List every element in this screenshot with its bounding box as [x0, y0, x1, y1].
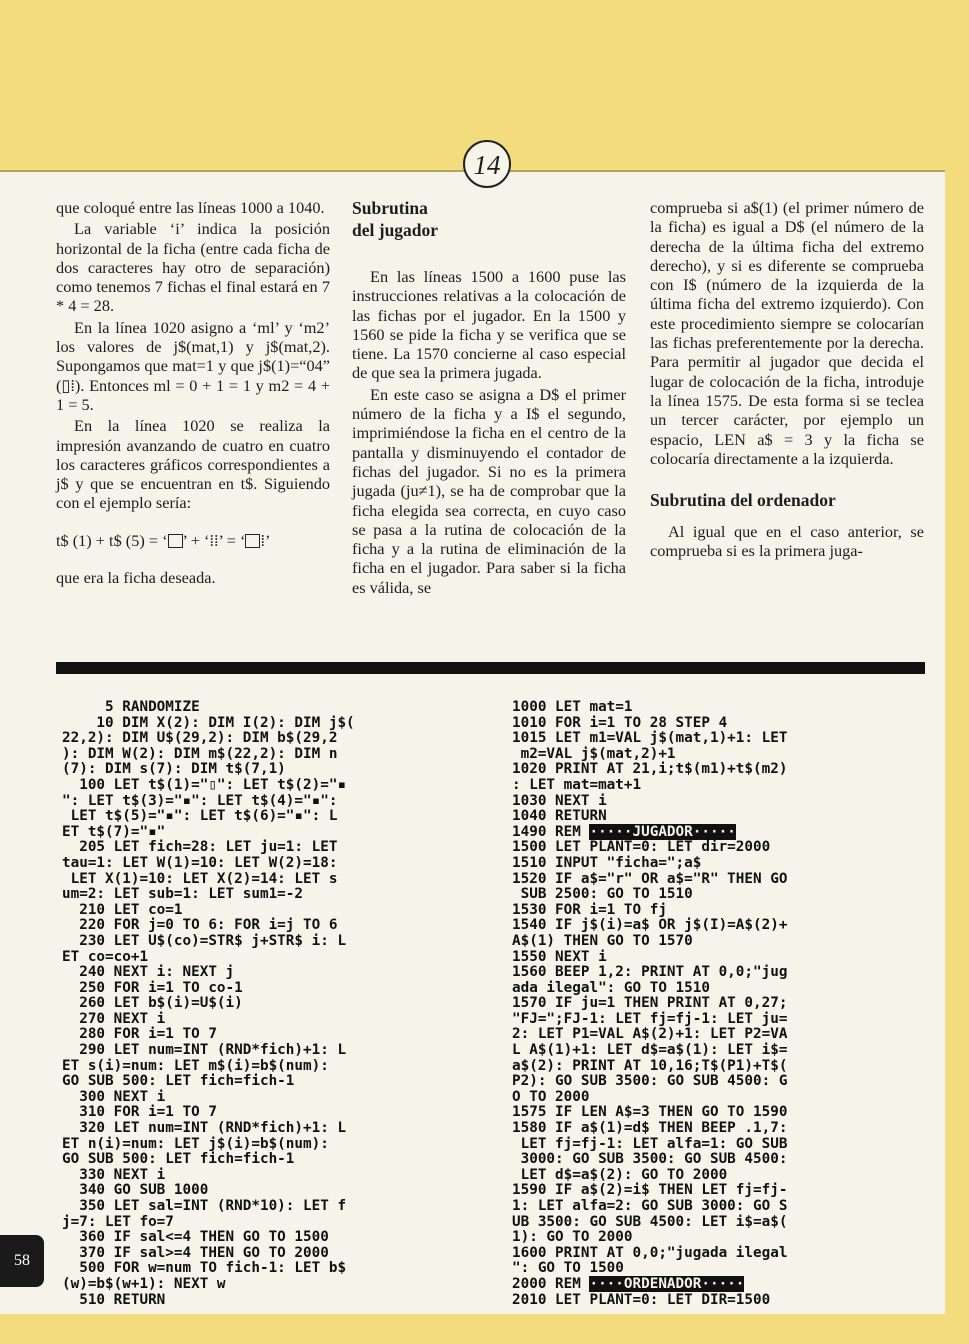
right-yellow-band	[945, 0, 969, 1344]
paragraph: En las líneas 1500 a 1600 puse las instrucciones relativas a la colocación de las fichas por el jugador. En la 1500 y 1560 se pide la ficha y se verifica que se tiene. La 1570 concierne al caso especial de que sea la primera jugada.	[352, 267, 626, 383]
paragraph: En la línea 1020 se realiza la impresión avanzando de cuatro en cuatro los caracteres gráficos correspondientes a j$ y que se encuentran en t$. Siguiendo con el ejemplo sería:	[56, 416, 330, 513]
text-column-1	[56, 198, 330, 589]
chapter-number-badge: 14	[463, 140, 511, 188]
rem-label-ordenador: ····ORDENADOR·····	[589, 1275, 745, 1292]
formula-part: ⁞’	[260, 530, 271, 550]
domino-blank-icon	[168, 534, 183, 548]
paragraph: que coloqué entre las líneas 1000 a 1040.	[56, 198, 325, 217]
paragraph: En este caso se asigna a D$ el primer número de la ficha y a I$ el segundo, imprimiéndose la ficha en el centro de la pantalla y disminuyendo el contador de fichas del jugador. Si no es la primera jugada (ju≠1), se ha de comprobar que la ficha elegida sea correcta, en cuyo caso se pasa a la rutina de colocación de la ficha y a la rutina de eliminación de la ficha en el jugador. Para saber si la ficha es válida, se	[352, 384, 626, 597]
paragraph: Al igual que en el caso anterior, se comprueba si es la primera juga-	[650, 522, 924, 561]
code-block: 2010 LET PLANT=0: LET DIR=1500	[512, 1291, 771, 1308]
section-heading: del jugador	[352, 220, 439, 240]
text-column-2	[352, 198, 626, 599]
code-listing-right	[512, 700, 787, 1308]
domino-blank-icon	[245, 534, 260, 548]
paragraph: comprueba si a$(1) (el primer número de la ficha) es igual a D$ (el número de la derecha de la última ficha del extremo derecho), y si es diferente se comprueba con I$ (número de la izquierda de la última ficha del extremo izquierdo). Con este procedimiento siempre se colocarían las fichas preferentemente por la derecha. Para permitir al jugador que decida el lugar de colocación de la ficha, introduje la línea 1575. De esta forma si se teclea un tercer carácter, por ejemplo un espacio, LEN a$ = 3 y la ficha se colocaría directamente a la izquierda.	[650, 198, 924, 468]
text-column-3	[650, 198, 924, 563]
paragraph: La variable ‘i’ indica la posición horizontal de la ficha (entre cada ficha de dos caracteres hay otro de separación) como tenemos 7 fichas el final estará en 7 * 4 = 28.	[56, 219, 330, 316]
code-block: 1500 LET PLANT=0: LET dir=2000 1510 INPUT "ficha=";a$ 1520 IF a$="r" OR a$="R" THEN GO SUB 2500: GO TO 1510 1530 FOR i=1 TO fj 1540 IF j$(i)=a$ OR j$(I)=A$(2)+ A$(1) THEN GO TO 1570 1550 NEXT i 1560 BEEP 1,2: PRINT AT 0,0;"jug ada ilegal": GO TO 1510 1570 IF ju=1 THEN PRINT AT 0,27; "FJ=";FJ-1: LET fj=fj-1: LET ju= 2: LET P1=VAL A$(2)+1: LET P2=VA L A$(1)+1: LET d$=a$(1): LET i$= a$(2): PRINT AT 10,16;T$(P1)+T$( P2): GO SUB 3500: GO SUB 4500: G O TO 2000 1575 IF LEN A$=3 THEN GO TO 1590 1580 IF a$(1)=d$ THEN BEEP .1,7: LET fj=fj-1: LET alfa=1: GO SUB 3000: GO SUB 3500: GO SUB 4500: LET d$=a$(2): GO TO 2000 1590 IF a$(2)=i$ THEN LET fj=fj- 1: LET alfa=2: GO SUB 3000: GO S UB 3500: GO SUB 4500: LET i$=a$( 1): GO TO 2000 1600 PRINT AT 0,0;"jugada ilegal ": GO TO 1500 2000 REM	[512, 839, 788, 1292]
page-number: 58	[0, 1235, 44, 1287]
code-listing-left: 5 RANDOMIZE 10 DIM X(2): DIM I(2): DIM j$( 22,2): DIM U$(29,2): DIM b$(29,2 ): DIM W(2): DIM m$(22,2): DIM n (7): DIM s(7): DIM t$(7,1) 100 LET t$(1)="▯": LET t$(2)="▪ ": LET t$(3)="▪": LET t$(4)="▪": LET t$(5)="▪": LET t$(6)="▪": L ET t$(7)="▪" 205 LET fich=28: LET ju=1: LET tau=1: LET W(1)=10: LET W(2)=18: LET X(1)=10: LET X(2)=14: LET s um=2: LET sub=1: LET sum1=-2 210 LET co=1 220 FOR j=0 TO 6: FOR i=j TO 6 230 LET U$(co)=STR$ j+STR$ i: L ET co=co+1 240 NEXT i: NEXT j 250 FOR i=1 TO co-1 260 LET b$(i)=U$(i) 270 NEXT i 280 FOR i=1 TO 7 290 LET num=INT (RND*fich)+1: L ET s(i)=num: LET m$(i)=b$(num): GO SUB 500: LET fich=fich-1 300 NEXT i 310 FOR i=1 TO 7 320 LET num=INT (RND*fich)+1: L ET n(i)=num: LET j$(i)=b$(num): GO SUB 500: LET fich=fich-1 330 NEXT i 340 GO SUB 1000 350 LET sal=INT (RND*10): LET f j=7: LET fo=7 360 IF sal<=4 THEN GO TO 1500 370 IF sal>=4 THEN GO TO 2000 500 FOR w=num TO fich-1: LET b$ (w)=b$(w+1): NEXT w 510 RETURN	[62, 699, 355, 1308]
paragraph: que era la ficha deseada.	[56, 568, 216, 588]
code-block: 1000 LET mat=1 1010 FOR i=1 TO 28 STEP 4 1015 LET m1=VAL j$(mat,1)+1: LET m2=VAL j$(mat,2)+1 1020 PRINT AT 21,i;t$(m1)+t$(m2) : LET mat=mat+1 1030 NEXT i 1040 RETURN 1490 REM	[512, 699, 788, 840]
section-heading: Subrutina	[352, 198, 428, 218]
formula-part: ’ + ‘⁞⁞’ = ‘	[182, 530, 246, 550]
formula-part: t$ (1) + t$ (5) = ‘	[56, 530, 168, 550]
paragraph: En la línea 1020 asigno a ‘ml’ y ‘m2’ los valores de j$(mat,1) y j$(mat,2). Supongamos que mat=1 y que j$(1)=“04” (▯⁞). Entonces ml = 0 + 1 = 1 y m2 = 4 + 1 = 5.	[56, 317, 330, 414]
bottom-yellow-band	[0, 1314, 969, 1344]
formula	[56, 531, 330, 550]
separator-bar	[56, 662, 925, 674]
rem-label-jugador: ·····JUGADOR·····	[589, 823, 736, 840]
section-heading: Subrutina del ordenador	[650, 490, 836, 511]
